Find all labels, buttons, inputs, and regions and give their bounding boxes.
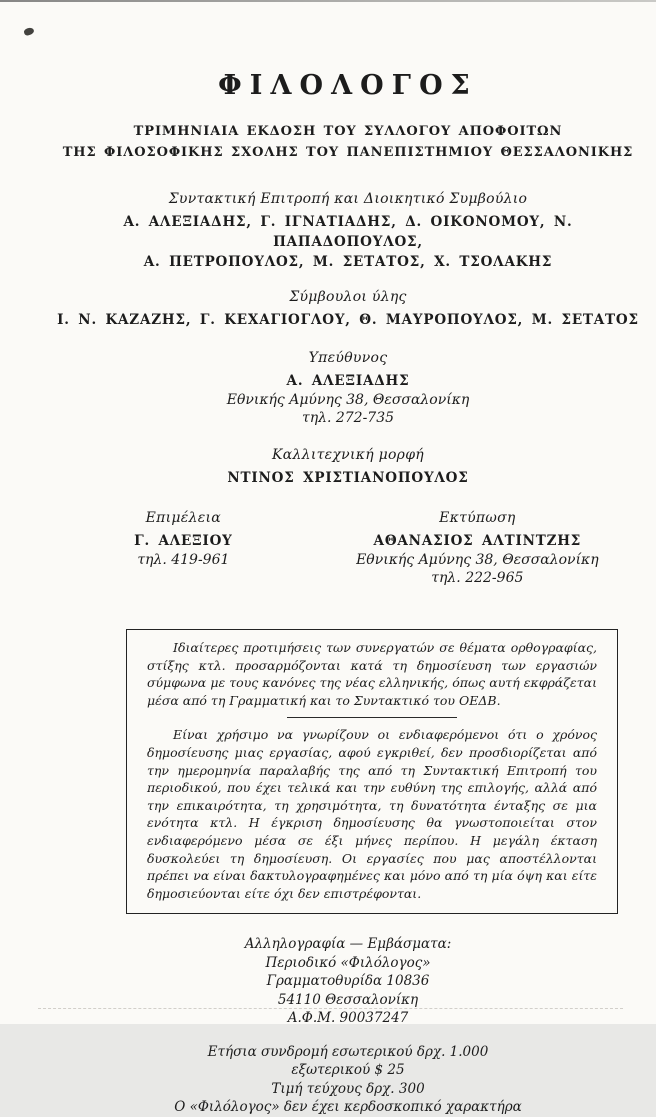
advisors-section	[54, 288, 642, 330]
scan-bottom-artifact	[38, 1008, 623, 1009]
correspondence-line-journal: Περιοδικό «Φιλόλογος»	[265, 954, 431, 971]
responsible-heading: Υπεύθυνος	[308, 350, 388, 367]
subscription-line-issue-price: Τιμή τεύχους δρχ. 300	[271, 1080, 425, 1097]
responsible-name: Α. ΑΛΕΞΙΑΔΗΣ	[286, 373, 410, 390]
editing-name: Γ. ΑΛΕΞΙΟΥ	[134, 533, 233, 550]
responsible-section	[54, 349, 642, 427]
editorial-board-section	[54, 190, 642, 272]
editing-phone: τηλ. 419-961	[137, 552, 230, 569]
subtitle	[54, 121, 642, 163]
printing-phone: τηλ. 222-965	[431, 570, 524, 587]
subtitle-line-2: ΤΗΣ ΦΙΛΟΣΟΦΙΚΗΣ ΣΧΟΛΗΣ ΤΟΥ ΠΑΝΕΠΙΣΤΗΜΙΟΥ ΘΕΣΣΑΛΟΝΙΚΗΣ	[62, 145, 634, 161]
submission-notice-box	[126, 629, 618, 914]
credits-columns	[54, 509, 642, 587]
editorial-board-names-line-2: Α. ΠΕΤΡΟΠΟΥΛΟΣ, Μ. ΣΕΤΑΤΟΣ, Χ. ΤΣΟΛΑΚΗΣ	[143, 254, 553, 271]
editorial-board-heading: Συντακτική Επιτροπή και Διοικητικό Συμβούλιο	[168, 191, 528, 208]
scan-edge-artifact	[0, 0, 656, 2]
subscription-line-domestic: Ετήσια συνδρομή εσωτερικού δρχ. 1.000	[207, 1043, 489, 1060]
notice-paragraph-2: Είναι χρήσιμο να γνωρίζουν οι ενδιαφερόμενοι ότι ο χρόνος δημοσίευσης μιας εργασίας, αφού εγκριθεί, δεν προσδιορίζεται από την ημερομηνία παραλαβής της από τη Συντακτική Επιτροπή του περιοδικού, που έχει τελικά και την ευθύνη της επιλογής, αλλά από την επικαιρότητα, τη χρησιμότητα, τη δυνατότητα ένταξης σε μια ενότητα κτλ. Η έγκριση δημοσίευσης θα γνωστοποιείται στον ενδιαφερόμενο μέσα σε έξι μήνες περίπου. Η μεγάλη έκταση δυσκολεύει τη δημοσίευση. Οι εργασίες που μας αποστέλλονται πρέπει να είναι δακτυλογραφημένες και μόνο από τη μία όψη και είτε δημοσιεύονται είτε όχι δεν επιστρέφονται.	[147, 727, 597, 901]
printing-heading: Εκτύπωση	[439, 510, 516, 527]
editing-heading: Επιμέλεια	[145, 510, 222, 527]
artistic-section	[54, 446, 642, 488]
printing-section	[313, 509, 642, 587]
advisors-heading: Σύμβουλοι ύλης	[289, 289, 407, 306]
subscription-line-foreign: εξωτερικού $ 25	[291, 1062, 405, 1079]
correspondence-line-afm: Α.Φ.Μ. 90037247	[287, 1010, 409, 1027]
notice-divider	[287, 717, 457, 718]
page-title: ΦΙΛΟΛΟΓΟΣ	[218, 70, 478, 101]
correspondence-line-pobox: Γραμματοθυρίδα 10836	[266, 973, 430, 990]
editing-section	[54, 509, 313, 587]
subscription-section	[54, 1043, 642, 1117]
subtitle-line-1: ΤΡΙΜΗΝΙΑΙΑ ΕΚΔΟΣΗ ΤΟΥ ΣΥΛΛΟΓΟΥ ΑΠΟΦΟΙΤΩΝ	[133, 124, 563, 140]
editorial-board-names-line-1: Α. ΑΛΕΞΙΑΔΗΣ, Γ. ΙΓΝΑΤΙΑΔΗΣ, Δ. ΟΙΚΟΝΟΜΟΥ, Ν. ΠΑΠΑΔΟΠΟΥΛΟΣ,	[123, 214, 573, 251]
printing-address: Εθνικής Αμύνης 38, Θεσσαλονίκη	[356, 552, 599, 569]
advisors-names: Ι. Ν. ΚΑΖΑΖΗΣ, Γ. ΚΕΧΑΓΙΟΓΛΟΥ, Θ. ΜΑΥΡΟΠΟΥΛΟΣ, Μ. ΣΕΤΑΤΟΣ	[57, 312, 639, 329]
correspondence-line-city: 54110 Θεσσαλονίκη	[277, 991, 419, 1008]
subscription-line-nonprofit: Ο «Φιλόλογος» δεν έχει κερδοσκοπικό χαρακτήρα	[174, 1099, 522, 1116]
responsible-phone: τηλ. 272-735	[301, 410, 395, 427]
printing-name: ΑΘΑΝΑΣΙΟΣ ΑΛΤΙΝΤΖΗΣ	[373, 533, 582, 550]
artistic-heading: Καλλιτεχνική μορφή	[272, 447, 424, 464]
responsible-address: Εθνικής Αμύνης 38, Θεσσαλονίκη	[226, 392, 470, 409]
notice-paragraph-1: Ιδιαίτερες προτιμήσεις των συνεργατών σε θέματα ορθογραφίας, στίξης κτλ. προσαρμόζονται κατά τη δημοσίευση των εργασιών σύμφωνα με τους κανόνες της νέας ελληνικής, όπως αυτή εκφράζεται μέσα από τη Γραμματική και το Συντακτικό του ΟΕΔΒ.	[147, 640, 597, 708]
correspondence-section	[54, 935, 642, 1028]
artistic-name: ΝΤΙΝΟΣ ΧΡΙΣΤΙΑΝΟΠΟΥΛΟΣ	[227, 470, 469, 487]
correspondence-heading: Αλληλογραφία — Εμβάσματα:	[244, 936, 452, 953]
scan-smudge-artifact	[23, 27, 35, 37]
